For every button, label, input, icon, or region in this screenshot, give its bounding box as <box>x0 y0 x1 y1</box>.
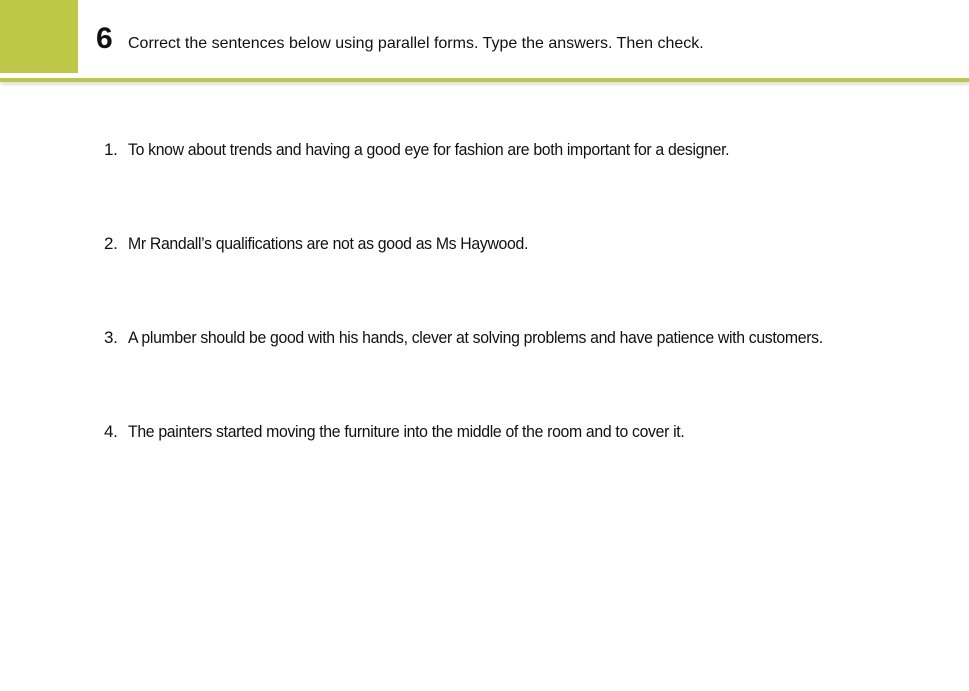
exercise-header <box>0 0 969 80</box>
question-text: Mr Randall’s qualifications are not as good as Ms Haywood. <box>128 234 529 253</box>
question-item-3 <box>104 326 954 420</box>
header-accent-block <box>0 0 78 73</box>
question-item-4 <box>104 420 954 514</box>
question-list <box>104 138 954 514</box>
question-text: The painters started moving the furniture into the middle of the room and to cover it. <box>128 422 685 441</box>
question-text: To know about trends and having a good eye for fashion are both important for a designer. <box>128 140 730 159</box>
question-item-1 <box>104 138 954 232</box>
question-text: A plumber should be good with his hands, clever at solving problems and have patience with customers. <box>128 328 823 347</box>
question-number: 2. <box>104 234 118 253</box>
header-divider <box>0 78 969 82</box>
question-number: 3. <box>104 328 118 347</box>
question-number: 4. <box>104 422 118 441</box>
exercise-instruction: Correct the sentences below using parallel forms. Type the answers. Then check. <box>128 35 704 52</box>
question-item-2 <box>104 232 954 326</box>
question-number: 1. <box>104 140 118 159</box>
exercise-number: 6 <box>96 22 113 55</box>
